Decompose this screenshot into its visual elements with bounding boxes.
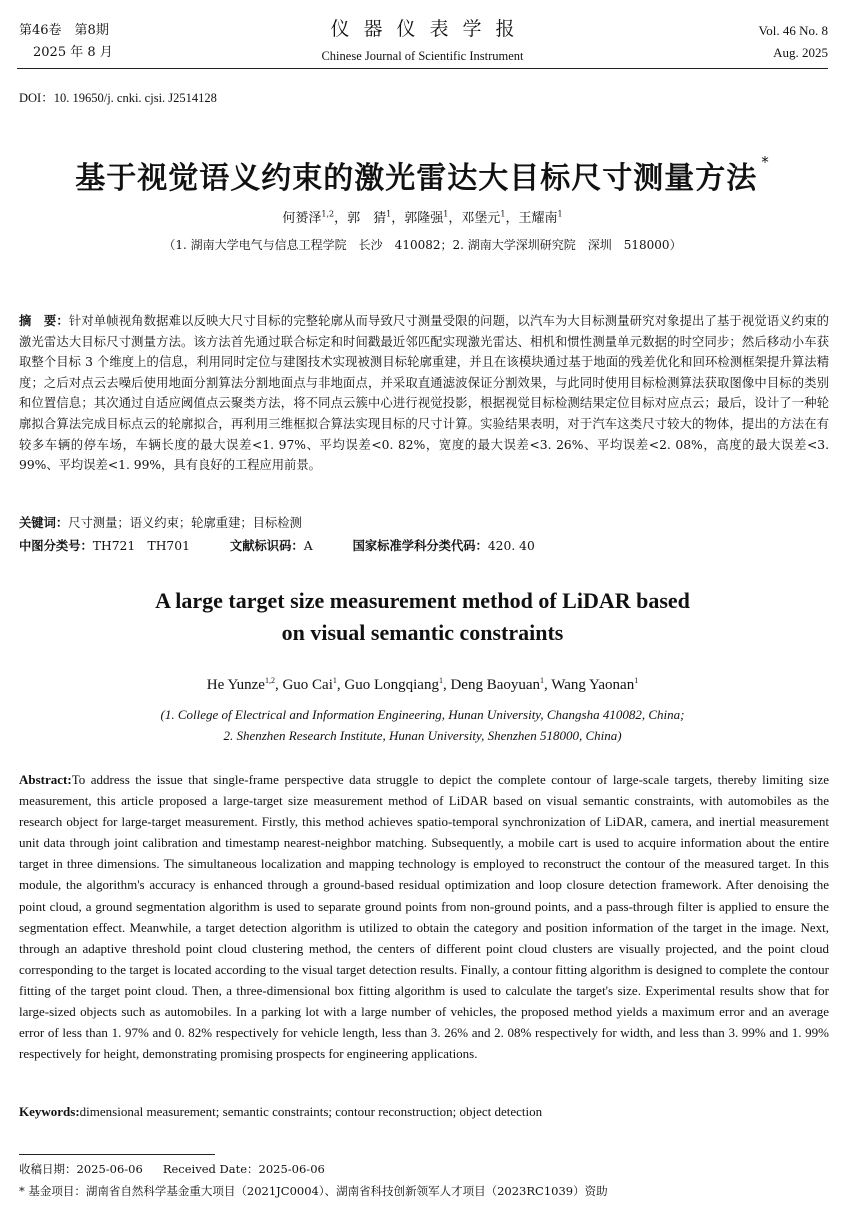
received-date-cn: 收稿日期：2025-06-06 <box>19 1162 143 1176</box>
author-en: He Yunze$^{1,2}$ <box>206 676 275 693</box>
author-en: Guo Cai$^1$ <box>282 676 337 693</box>
abstract-cn-label: 摘 要： <box>19 314 69 328</box>
author-en: Wang Yaonan$^1$ <box>551 676 639 693</box>
author-en: Guo Longqiang$^1$ <box>344 676 443 693</box>
document-code: 文献标识码：A <box>229 539 313 553</box>
title-cn-text: 基于视觉语义约束的激光雷达大目标尺寸测量方法 <box>75 161 758 196</box>
header-issue-en <box>759 20 828 64</box>
keywords-en-text: dimensional measurement; semantic constraints; contour reconstruction; object detection <box>79 1104 543 1119</box>
affiliation-en-line: (1. College of Electrical and Information Engineering, Hunan University, Changsha 410082, China; <box>160 707 685 722</box>
keywords-en <box>19 1104 542 1120</box>
clc-number: 中图分类号：TH721 TH701 <box>19 539 190 553</box>
author-cn: 王耀南$^1$ <box>518 209 563 226</box>
author-en: Deng Baoyuan$^1$ <box>450 676 545 693</box>
abstract-cn-text: 针对单帧视角数据难以反映大尺寸目标的完整轮廓从而导致尺寸测量受限的问题，以汽车为大目标测量研究对象提出了基于视觉语义约束的激光雷达大目标尺寸测量方法。该方法首先通过联合标定和时间戳最近邻匹配实现激光雷达、相机和惯性测量单元数据的时空同步；然后移动小车获取整个目标 3 个维度上的信息，利用同时定位与建图技术实现被测目标轮廓重建，并且在该模块通过基于地面的残差优化和回环检测框架提升算法精度；之后对点云去噪后使用地面分割算法分割地面点与非地面点，并采取直通滤波保证分割效果，与此同时使用目标检测算法获取图像中目标的类别和位置信息；其次通过自适应阈值点云聚类方法，将不同点云簇中心进行视觉投影，根据视觉目标检测结果定位目标对应点云；最后，设计了一种轮廓拟合算法完成目标点云的轮廓拟合，再利用三维框拟合算法实现目标的尺寸计算。实验结果表明，对于汽车这类尺寸较大的物体，提出的方法在有较多车辆的停车场，车辆长度的最大误差<1. 97%、平均误差<0. 82%，宽度的最大误差<3. 26%、平均误差<2. 08%，高度的最大误差<3. 99%、平均误差<1. 99%，具有良好的工程应用前景。 <box>19 314 829 473</box>
affiliations-en <box>0 704 845 746</box>
authors-en: He Yunze$^{1,2}$, Guo Cai$^1$, Guo Longqiang$^1$, Deng Baoyuan$^1$, Wang Yaonan$^1$ <box>206 676 639 693</box>
volume-en: Vol. 46 No. 8 <box>758 23 828 38</box>
title-cn <box>0 153 845 197</box>
keywords-en-label: Keywords: <box>19 1104 80 1119</box>
author-cn: 郭 猜$^1$ <box>347 209 392 226</box>
volume-cn: 第46卷 第8期 <box>19 23 109 38</box>
title-en <box>0 585 845 649</box>
received-date-en: Received Date：2025-06-06 <box>162 1162 325 1176</box>
abstract-cn <box>19 311 829 476</box>
doi[interactable]: DOI：10. 19650/j. cnki. cjsi. J2514128 <box>19 91 217 105</box>
keywords-cn <box>19 513 302 531</box>
date-cn: 2025 年 8 月 <box>33 45 113 60</box>
title-en-line: on visual semantic constraints <box>281 620 564 645</box>
date-en: Aug. 2025 <box>773 45 828 60</box>
authors-cn: 何赟泽$^{1,2}$，郭 猜$^1$，郭隆强$^1$，邓堡元$^1$，王耀南$^1$ <box>282 209 563 226</box>
header-divider <box>17 68 828 69</box>
abstract-en-label: Abstract: <box>19 772 72 787</box>
classification-row <box>19 536 575 554</box>
keywords-cn-label: 关键词： <box>19 516 69 530</box>
journal-masthead <box>0 14 845 64</box>
author-cn: 何赟泽$^{1,2}$ <box>282 209 335 226</box>
title-en-line: A large target size measurement method of LiDAR based <box>155 588 690 613</box>
affiliation-en-line: 2. Shenzhen Research Institute, Hunan University, Shenzhen 518000, China) <box>223 728 622 743</box>
fund-note: * 基金项目：湖南省自然科学基金重大项目（2021JC0004）、湖南省科技创新领军人才项目（2023RC1039）资助 <box>19 1184 608 1198</box>
author-cn: 邓堡元$^1$ <box>461 209 506 226</box>
title-cn-footnote-mark: * <box>761 153 770 171</box>
journal-title-cn: 仪器仪表学报 <box>330 18 529 40</box>
journal-title-en: Chinese Journal of Scientific Instrument <box>321 49 524 63</box>
footnote-divider <box>19 1154 215 1155</box>
keywords-cn-text: 尺寸测量；语义约束；轮廓重建；目标检测 <box>68 516 302 530</box>
subject-code: 国家标准学科分类代码：420. 40 <box>352 539 535 553</box>
abstract-en-text: To address the issue that single-frame perspective data struggle to depict the complete contour of large-scale targets, thereby limiting size measurement, this article proposed a large-target size measurement method of LiDAR based on visual semantic constraints, with automobiles as the research object for large-target measurement. Firstly, this method achieves spatio-temporal synchronization of LiDAR, camera, and inertial measurement unit data through joint calibration and timestamp nearest-neighbor matching. Subsequently, a mobile cart is used to acquire information about the entire target in three dimensions. The simultaneous localization and mapping technology is employed to reconstruct the contour of the measured target. In this module, the algorithm's accuracy is enhanced through a ground-based residual optimization and loop closure detection framework. After denoising the point cloud, a ground segmentation algorithm is used to separate ground points from non-ground points, and a pass-through filter is applied to ensure the segmentation effect. Meanwhile, a target detection algorithm is utilized to obtain the category and position information of the target in the image. Next, through an adaptive threshold point cloud clustering method, the centers of different point cloud clusters are visually projected, and the point cloud corresponding to the target is located according to the visual target detection results. Finally, a contour fitting algorithm is designed to complete the contour fitting of the target point cloud. Then, a three-dimensional box fitting algorithm is used to calculate the target's size. Experimental results show that for large-sized objects such as automobiles. In a parking lot with a large number of vehicles, the proposed method yields a maximum error and an average error of less than 1. 97% and 0. 82% respectively for vehicle length, less than 3. 26% and 2. 08% respectively for width, and less than 3. 99% and 1. 99% respectively for height, demonstrating promising prospects for engineering applications. <box>19 772 829 1062</box>
author-cn: 郭隆强$^1$ <box>404 209 449 226</box>
abstract-en <box>19 769 829 1064</box>
received-dates <box>19 1161 325 1177</box>
affiliations-cn: （1. 湖南大学电气与信息工程学院 长沙 410082；2. 湖南大学深圳研究院 深圳 518000） <box>163 238 682 252</box>
